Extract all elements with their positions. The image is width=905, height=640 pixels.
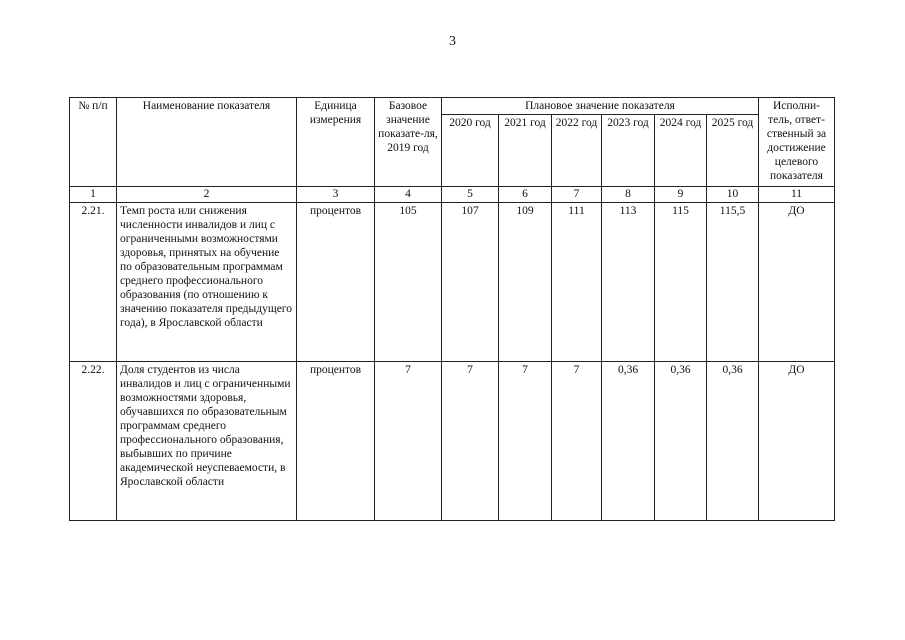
- row-num: 2.21.: [70, 203, 117, 362]
- header-year: 2021 год: [499, 115, 552, 187]
- header-unit: Единица измерения: [297, 98, 375, 187]
- column-number: 9: [655, 187, 707, 203]
- row-value: 115: [655, 203, 707, 362]
- row-executor: ДО: [759, 362, 835, 521]
- column-number: 10: [707, 187, 759, 203]
- header-executor: Исполни-тель, ответ-ственный за достижение целевого показателя: [759, 98, 835, 187]
- row-unit: процентов: [297, 362, 375, 521]
- row-value: 0,36: [602, 362, 655, 521]
- column-number: 6: [499, 187, 552, 203]
- row-value: 7: [442, 362, 499, 521]
- row-value: 109: [499, 203, 552, 362]
- header-year: 2022 год: [552, 115, 602, 187]
- indicators-table: [69, 97, 835, 521]
- row-value: 115,5: [707, 203, 759, 362]
- table-row: [70, 203, 835, 362]
- column-number: 11: [759, 187, 835, 203]
- row-value: 111: [552, 203, 602, 362]
- column-number: 8: [602, 187, 655, 203]
- row-value: 7: [552, 362, 602, 521]
- row-unit: процентов: [297, 203, 375, 362]
- column-number: 1: [70, 187, 117, 203]
- column-number: 3: [297, 187, 375, 203]
- column-numbers-row: [70, 187, 835, 203]
- row-value: 0,36: [655, 362, 707, 521]
- header-name: Наименование показателя: [117, 98, 297, 187]
- header-plan: Плановое значение показателя: [442, 98, 759, 115]
- row-base: 7: [375, 362, 442, 521]
- header-year: 2024 год: [655, 115, 707, 187]
- header-year: 2023 год: [602, 115, 655, 187]
- column-number: 4: [375, 187, 442, 203]
- header-year: 2025 год: [707, 115, 759, 187]
- column-number: 5: [442, 187, 499, 203]
- row-base: 105: [375, 203, 442, 362]
- column-number: 2: [117, 187, 297, 203]
- row-num: 2.22.: [70, 362, 117, 521]
- row-value: 113: [602, 203, 655, 362]
- header-year: 2020 год: [442, 115, 499, 187]
- row-name: Темп роста или снижения численности инвалидов и лиц с ограниченными возможностями здоровья, принятых на обучение по образовательным программам среднего профессионального образования (по отношению к значению показателя предыдущего года), в Ярославской области: [117, 203, 297, 362]
- table-row: [70, 362, 835, 521]
- column-number: 7: [552, 187, 602, 203]
- header-base: Базовое значение показате-ля, 2019 год: [375, 98, 442, 187]
- row-executor: ДО: [759, 203, 835, 362]
- header-row: [70, 98, 835, 115]
- page-number: 3: [449, 34, 456, 49]
- header-num: № п/п: [70, 98, 117, 187]
- row-name: Доля студентов из числа инвалидов и лиц с ограниченными возможностями здоровья, обучавшихся по образовательным программам среднего профессионального образования, выбывших по причине академической неуспеваемости, в Ярославской области: [117, 362, 297, 521]
- row-value: 107: [442, 203, 499, 362]
- row-value: 7: [499, 362, 552, 521]
- row-value: 0,36: [707, 362, 759, 521]
